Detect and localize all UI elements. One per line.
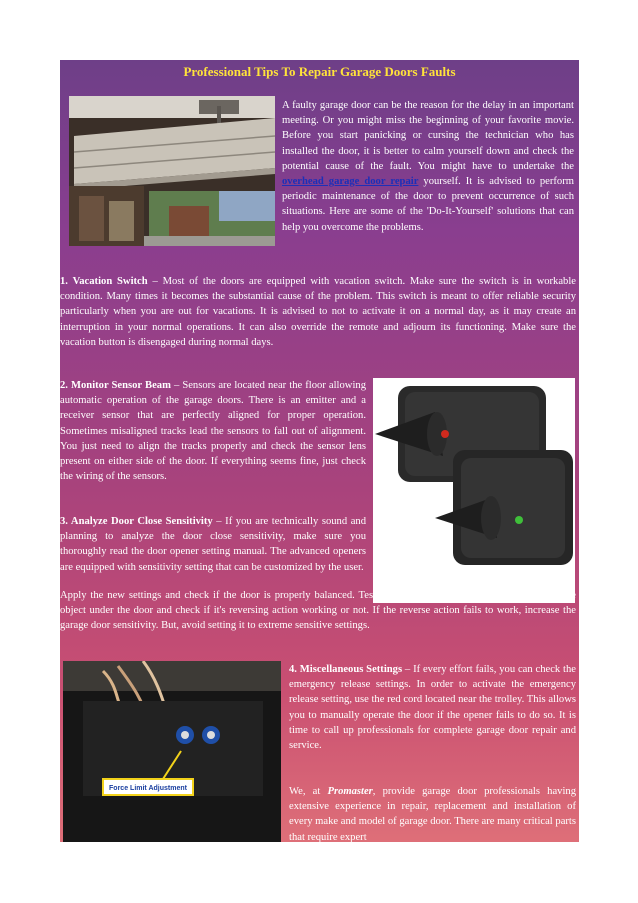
force-limit-label: Force Limit Adjustment [109,785,187,792]
section-door-sensitivity-top [60,514,366,575]
section-heading-sensor: 2. Monitor Sensor Beam [60,380,171,391]
garage-door-illustration [69,96,275,246]
document-panel [60,60,579,842]
intro-text-end: yourself. It is advised to perform periodic maintenance of the door to prevent occurrence of such situations. Here are some of the 'Do-It-Yourself' solutions that can help you overcome the problems. [282,176,574,233]
closing-text-end: , provide garage door professionals having extensive experience in repair, replacement and installation of every make and model of garage door. There are many critical parts that require expert [289,786,576,842]
section-vacation-switch [60,274,576,350]
sensor-illustration [373,378,575,603]
page-title: Professional Tips To Repair Garage Doors Faults [183,64,456,79]
brand-name: Promaster [327,786,373,797]
section-heading-misc: 4. Miscellaneous Settings [289,664,403,675]
closing-paragraph [289,784,576,842]
section-body-vacation: – Most of the doors are equipped with vacation switch. Make sure the switch is in workable condition. Many times it becomes the substantial cause of the problem. This switch is meant to offer reliable security particularly when you are out for vacations. It is advised to not to activate it on a normal day, as it may create an interruption in your normal operations. It can also override the remote and adjourn its functioning. Make sure the vacation button is disengaged during normal days. [60,276,576,348]
closing-text-start: We, at [289,786,328,797]
section-misc-settings [289,662,576,753]
section-sensor-beam [60,378,366,484]
section-heading-sensitivity: 3. Analyze Door Close Sensitivity [60,516,213,527]
section-body-sensitivity-top: – If you are technically sound and planning to analyze the door close sensitivity, make sure you thoroughly read the door opener setting manual. The advanced openers are equipped with sensitivity setting that can be customized by the user. [60,516,367,573]
intro-paragraph [282,98,574,235]
opener-control-photo [63,661,281,842]
intro-text-start: A faulty garage door can be the reason for the delay in an important meeting. Or you might miss the beginning of your favorite movie. Before you start panicking or cursing the technician who has installed the door, it is better to calm yourself down and check the potential cause of the fault. You might have to undertake the [282,100,574,172]
section-body-misc: – If every effort fails, you can check the emergency release settings. In order to activate the emergency release setting, use the red cord located near the trolley. This allows you to manually operate the door if the opener fails to do so. It is time to call up professionals for complete garage door repair and service. [289,664,576,752]
section-door-sensitivity-full: Apply the new settings and check if the door is properly balanced. Test the rolling code technology by placing some object under the door and check if it's reversing action working or not. If the reverse action fails to work, increase the garage door sensitivity. But, avoid setting it to extreme sensitive settings. [60,590,576,632]
opener-illustration [63,661,281,842]
section-heading-vacation: 1. Vacation Switch [60,276,148,287]
sensor-photo [373,378,575,603]
garage-door-photo [69,96,275,246]
section-body-sensor: – Sensors are located near the floor allowing automatic operation of the garage doors. There is an emitter and a receiver sensor that are perfectly aligned for proper operation. Sometimes misaligned tracks lead the sensors to fall out of alignment. You just need to align the tracks properly and check the sensor lens present on either side of the door. If everything seems fine, just check the wiring of the sensors. [60,380,366,483]
overhead-garage-door-repair-link[interactable]: overhead garage door repair [282,176,419,188]
